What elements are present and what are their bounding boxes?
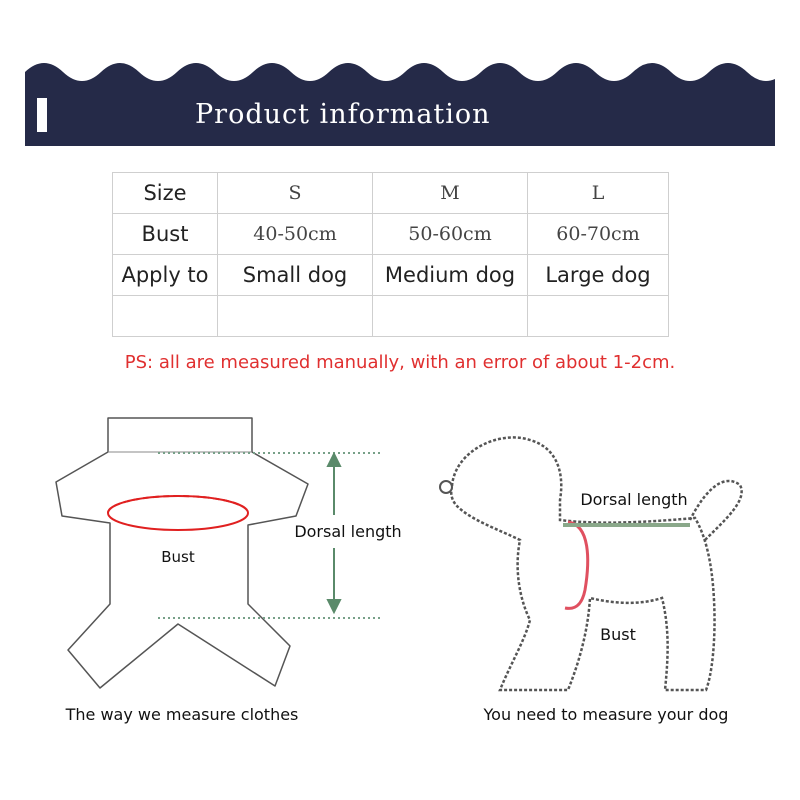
table-cell: M: [373, 173, 528, 214]
dog-outline: [451, 437, 714, 690]
dog-caption: You need to measure your dog: [483, 705, 729, 724]
table-cell: 40-50cm: [218, 214, 373, 255]
clothes-diagram: [56, 418, 402, 724]
table-cell: L: [528, 173, 669, 214]
dog-bust-line: [565, 522, 588, 608]
dog-nose-icon: [440, 481, 452, 493]
row-label: Size: [113, 173, 218, 214]
row-label: [113, 296, 218, 337]
table-cell: 50-60cm: [373, 214, 528, 255]
dog-bust-label: Bust: [600, 625, 636, 644]
table-cell: S: [218, 173, 373, 214]
dog-diagram: [440, 437, 742, 724]
clothes-caption: The way we measure clothes: [65, 705, 299, 724]
measurement-note: PS: all are measured manually, with an error of about 1-2cm.: [124, 352, 676, 373]
table-row: [113, 173, 669, 214]
clothes-dorsal-label: Dorsal length: [294, 522, 402, 541]
page-title: Product information: [195, 99, 491, 130]
table-cell: Small dog: [218, 255, 373, 296]
clothes-bust-label: Bust: [161, 548, 195, 566]
measurement-diagrams: [0, 400, 800, 800]
row-label: Apply to: [113, 255, 218, 296]
table-cell: Medium dog: [373, 255, 528, 296]
dog-tail: [690, 481, 742, 540]
table-cell: [373, 296, 528, 337]
table-row: [113, 214, 669, 255]
table-cell: 60-70cm: [528, 214, 669, 255]
size-table: [112, 172, 669, 337]
table-cell: Large dog: [528, 255, 669, 296]
table-row: [113, 296, 669, 337]
table-cell: [218, 296, 373, 337]
table-cell: [528, 296, 669, 337]
table-row: [113, 255, 669, 296]
row-label: Bust: [113, 214, 218, 255]
dog-dorsal-label: Dorsal length: [580, 490, 688, 509]
banner-accent-bar: [37, 98, 47, 132]
